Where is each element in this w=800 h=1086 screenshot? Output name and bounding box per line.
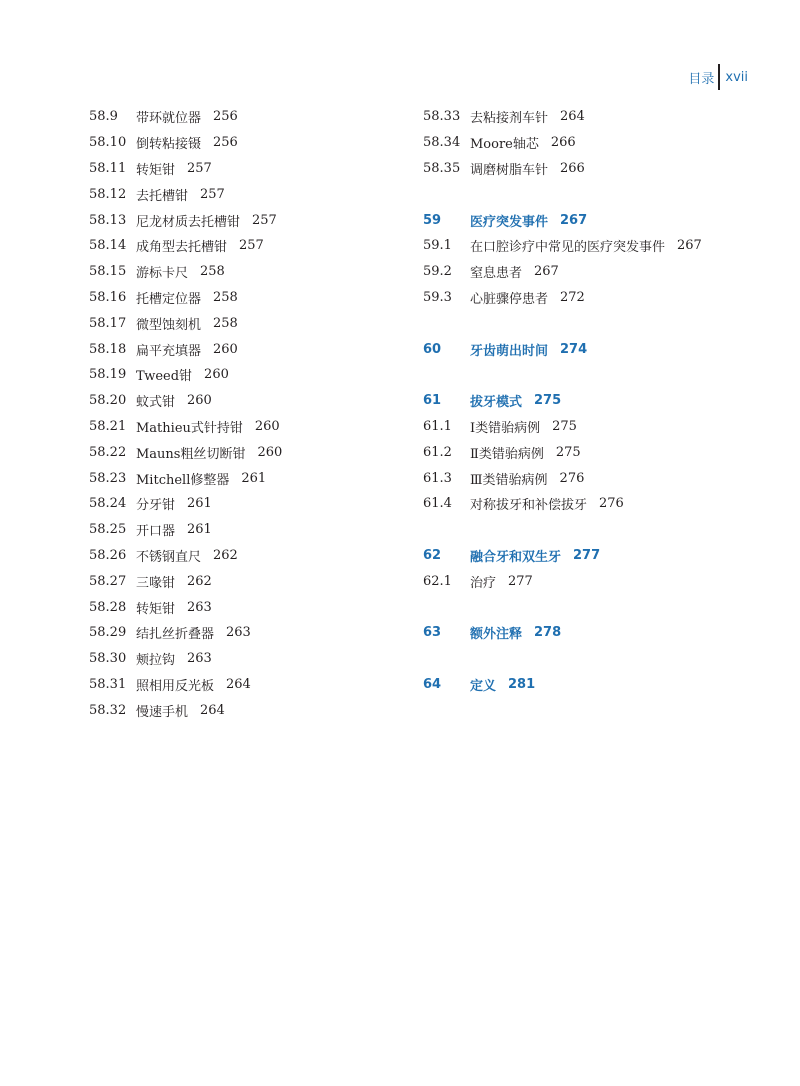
toc-right-column <box>423 104 763 697</box>
toc-spacer <box>423 310 763 336</box>
entry-number: 62 <box>423 547 442 563</box>
entry-title: 尼龙材质去托槽钳 <box>136 214 241 230</box>
toc-entry[interactable] <box>89 259 389 285</box>
entry-number: 58.15 <box>89 264 127 280</box>
entry-title: 蚊式钳 <box>136 395 176 411</box>
entry-page: 266 <box>550 135 576 151</box>
entry-number: 60 <box>423 341 442 357</box>
entry-title: 不锈钢直尺 <box>136 549 202 565</box>
entry-page: 277 <box>573 547 601 563</box>
entry-number: 62.1 <box>423 573 452 589</box>
toc-spacer <box>423 646 763 672</box>
entry-number: 59.2 <box>423 264 452 280</box>
entry-title: 游标卡尺 <box>136 266 189 282</box>
toc-entry[interactable] <box>89 130 389 156</box>
entry-title: 心脏骤停患者 <box>470 291 549 307</box>
entry-title: 倒转粘接镊 <box>136 137 202 153</box>
entry-number: 59.1 <box>423 238 452 254</box>
entry-number: 58.26 <box>89 547 127 563</box>
toc-entry[interactable] <box>89 388 389 414</box>
entry-page: 276 <box>599 496 624 512</box>
entry-number: 58.18 <box>89 341 127 357</box>
toc-entry[interactable] <box>89 594 389 620</box>
entry-number: 58.19 <box>89 367 127 383</box>
entry-title: Mathieu式针持钳 <box>136 420 243 436</box>
entry-number: 64 <box>423 676 442 692</box>
entry-page: 263 <box>226 625 251 641</box>
entry-number: 58.27 <box>89 573 127 589</box>
entry-number: 58.22 <box>89 444 127 460</box>
toc-entry[interactable] <box>89 310 389 336</box>
toc-entry[interactable] <box>89 414 389 440</box>
page-number: xvii <box>725 69 748 85</box>
toc-entry[interactable] <box>89 620 389 646</box>
entry-number: 58.11 <box>89 160 127 176</box>
entry-page: 260 <box>254 418 280 434</box>
entry-page: 262 <box>187 573 212 589</box>
toc-entry[interactable] <box>423 439 763 465</box>
entry-page: 261 <box>241 470 267 486</box>
entry-number: 58.16 <box>89 289 127 305</box>
entry-title: Mauns粗丝切断钳 <box>136 446 246 462</box>
entry-page: 260 <box>213 341 238 357</box>
entry-title: 调磨树脂车针 <box>470 162 549 178</box>
entry-page: 267 <box>677 238 702 254</box>
entry-page: 257 <box>187 160 212 176</box>
entry-number: 58.31 <box>89 676 127 692</box>
entry-page: 264 <box>226 676 251 692</box>
entry-page: 257 <box>252 212 277 228</box>
toc-entry[interactable] <box>423 568 763 594</box>
entry-title: 去粘接剂车针 <box>470 111 549 127</box>
entry-title: 扁平充填器 <box>136 343 202 359</box>
page-header <box>688 64 748 90</box>
toc-entry[interactable] <box>89 362 389 388</box>
entry-number: 58.33 <box>423 109 461 125</box>
entry-page: 257 <box>239 238 264 254</box>
section-title: 目录 <box>688 71 715 87</box>
entry-page: 256 <box>213 135 238 151</box>
toc-entry[interactable] <box>89 465 389 491</box>
entry-number: 61.1 <box>423 418 452 434</box>
toc-chapter-entry[interactable] <box>423 620 763 646</box>
entry-number: 58.23 <box>89 470 127 486</box>
entry-number: 58.12 <box>89 186 127 202</box>
toc-entry[interactable] <box>89 491 389 517</box>
toc-entry[interactable] <box>89 156 389 182</box>
entry-title: Tweed钳 <box>136 369 193 385</box>
toc-entry[interactable] <box>89 285 389 311</box>
entry-title: 融合牙和双生牙 <box>470 549 562 565</box>
entry-page: 258 <box>200 264 225 280</box>
entry-number: 61.2 <box>423 444 452 460</box>
toc-entry[interactable] <box>89 697 389 723</box>
toc-chapter-entry[interactable] <box>423 336 763 362</box>
entry-number: 58.29 <box>89 625 127 641</box>
entry-number: 58.9 <box>89 109 118 125</box>
toc-spacer <box>423 517 763 543</box>
entry-title: 牙齿萌出时间 <box>470 343 549 359</box>
entry-title: 窒息患者 <box>470 266 523 282</box>
entry-title: 三喙钳 <box>136 575 176 591</box>
entry-title: Ⅰ类错骀病例 <box>470 420 541 436</box>
entry-page: 261 <box>187 496 212 512</box>
entry-number: 58.35 <box>423 160 461 176</box>
entry-page: 264 <box>200 702 225 718</box>
entry-number: 58.32 <box>89 702 127 718</box>
entry-title: 托槽定位器 <box>136 291 202 307</box>
entry-title: 在口腔诊疗中常见的医疗突发事件 <box>470 240 666 256</box>
entry-page: 260 <box>257 444 283 460</box>
entry-page: 275 <box>534 393 562 409</box>
entry-page: 258 <box>213 315 238 331</box>
entry-page: 277 <box>508 573 533 589</box>
entry-page: 263 <box>187 599 212 615</box>
toc-entry[interactable] <box>423 130 763 156</box>
toc-entry[interactable] <box>89 233 389 259</box>
entry-title: Ⅲ类错骀病例 <box>470 472 548 488</box>
toc-entry[interactable] <box>423 465 763 491</box>
entry-title: 医疗突发事件 <box>470 214 549 230</box>
entry-page: 281 <box>508 676 536 692</box>
toc-entry[interactable] <box>89 336 389 362</box>
toc-chapter-entry[interactable] <box>423 543 763 569</box>
entry-number: 58.17 <box>89 315 127 331</box>
toc-entry[interactable] <box>89 207 389 233</box>
entry-page: 256 <box>213 109 238 125</box>
entry-number: 58.10 <box>89 135 127 151</box>
entry-title: 慢速手机 <box>136 704 189 720</box>
entry-page: 262 <box>213 547 238 563</box>
entry-number: 58.21 <box>89 418 127 434</box>
entry-number: 61.4 <box>423 496 452 512</box>
toc-spacer <box>423 362 763 388</box>
entry-page: 266 <box>560 160 585 176</box>
entry-page: 272 <box>560 289 585 305</box>
entry-page: 260 <box>204 367 229 383</box>
entry-page: 260 <box>187 393 212 409</box>
toc-spacer <box>423 181 763 207</box>
entry-page: 264 <box>560 109 585 125</box>
toc-left-column <box>89 104 389 723</box>
header-divider <box>718 64 720 90</box>
entry-number: 58.24 <box>89 496 127 512</box>
entry-title: 微型蚀刻机 <box>136 317 202 333</box>
entry-number: 59.3 <box>423 289 452 305</box>
entry-title: 对称拔牙和补偿拔牙 <box>470 498 588 514</box>
entry-number: 61.3 <box>423 470 452 486</box>
entry-number: 58.25 <box>89 522 127 538</box>
toc-chapter-entry[interactable] <box>423 207 763 233</box>
entry-title: 颊拉钩 <box>136 653 176 669</box>
toc-entry[interactable] <box>89 181 389 207</box>
entry-title: 拔牙模式 <box>470 395 523 411</box>
toc-entry[interactable] <box>423 285 763 311</box>
entry-title: 转矩钳 <box>136 162 176 178</box>
entry-number: 61 <box>423 393 442 409</box>
entry-title: 分牙钳 <box>136 498 176 514</box>
toc-entry[interactable] <box>89 543 389 569</box>
toc-entry[interactable] <box>89 439 389 465</box>
entry-page: 261 <box>187 522 212 538</box>
entry-number: 63 <box>423 625 442 641</box>
entry-page: 275 <box>552 418 577 434</box>
entry-title: 去托槽钳 <box>136 188 189 204</box>
toc-entry[interactable] <box>423 414 763 440</box>
entry-number: 58.30 <box>89 651 127 667</box>
toc-entry[interactable] <box>423 233 763 259</box>
entry-title: 带环就位器 <box>136 111 202 127</box>
toc-entry[interactable] <box>423 156 763 182</box>
toc-spacer <box>423 594 763 620</box>
entry-page: 257 <box>200 186 225 202</box>
entry-title: 治疗 <box>470 575 497 591</box>
toc-entry[interactable] <box>89 104 389 130</box>
entry-title: 开口器 <box>136 524 176 540</box>
entry-number: 58.28 <box>89 599 127 615</box>
entry-number: 58.34 <box>423 135 461 151</box>
toc-entry[interactable] <box>423 491 763 517</box>
entry-page: 278 <box>534 625 562 641</box>
toc-entry[interactable] <box>423 259 763 285</box>
toc-entry[interactable] <box>89 568 389 594</box>
toc-chapter-entry[interactable] <box>423 388 763 414</box>
entry-page: 276 <box>559 470 585 486</box>
entry-title: 照相用反光板 <box>136 678 215 694</box>
entry-number: 58.14 <box>89 238 127 254</box>
toc-entry[interactable] <box>89 646 389 672</box>
entry-title: 额外注释 <box>470 627 523 643</box>
entry-title: 结扎丝折叠器 <box>136 627 215 643</box>
entry-number: 58.13 <box>89 212 127 228</box>
entry-title: 定义 <box>470 678 497 694</box>
entry-page: 258 <box>213 289 238 305</box>
toc-chapter-entry[interactable] <box>423 672 763 698</box>
entry-number: 58.20 <box>89 393 127 409</box>
toc-entry[interactable] <box>423 104 763 130</box>
entry-page: 274 <box>560 341 588 357</box>
entry-number: 59 <box>423 212 442 228</box>
entry-title: 成角型去托槽钳 <box>136 240 228 256</box>
entry-page: 267 <box>534 264 559 280</box>
entry-title: Ⅱ类错骀病例 <box>470 446 544 462</box>
toc-entry[interactable] <box>89 672 389 698</box>
entry-page: 267 <box>560 212 588 228</box>
entry-page: 263 <box>187 651 212 667</box>
toc-entry[interactable] <box>89 517 389 543</box>
entry-title: Moore轴芯 <box>470 137 539 153</box>
entry-title: 转矩钳 <box>136 601 176 617</box>
entry-title: Mitchell修整器 <box>136 472 230 488</box>
entry-page: 275 <box>555 444 581 460</box>
